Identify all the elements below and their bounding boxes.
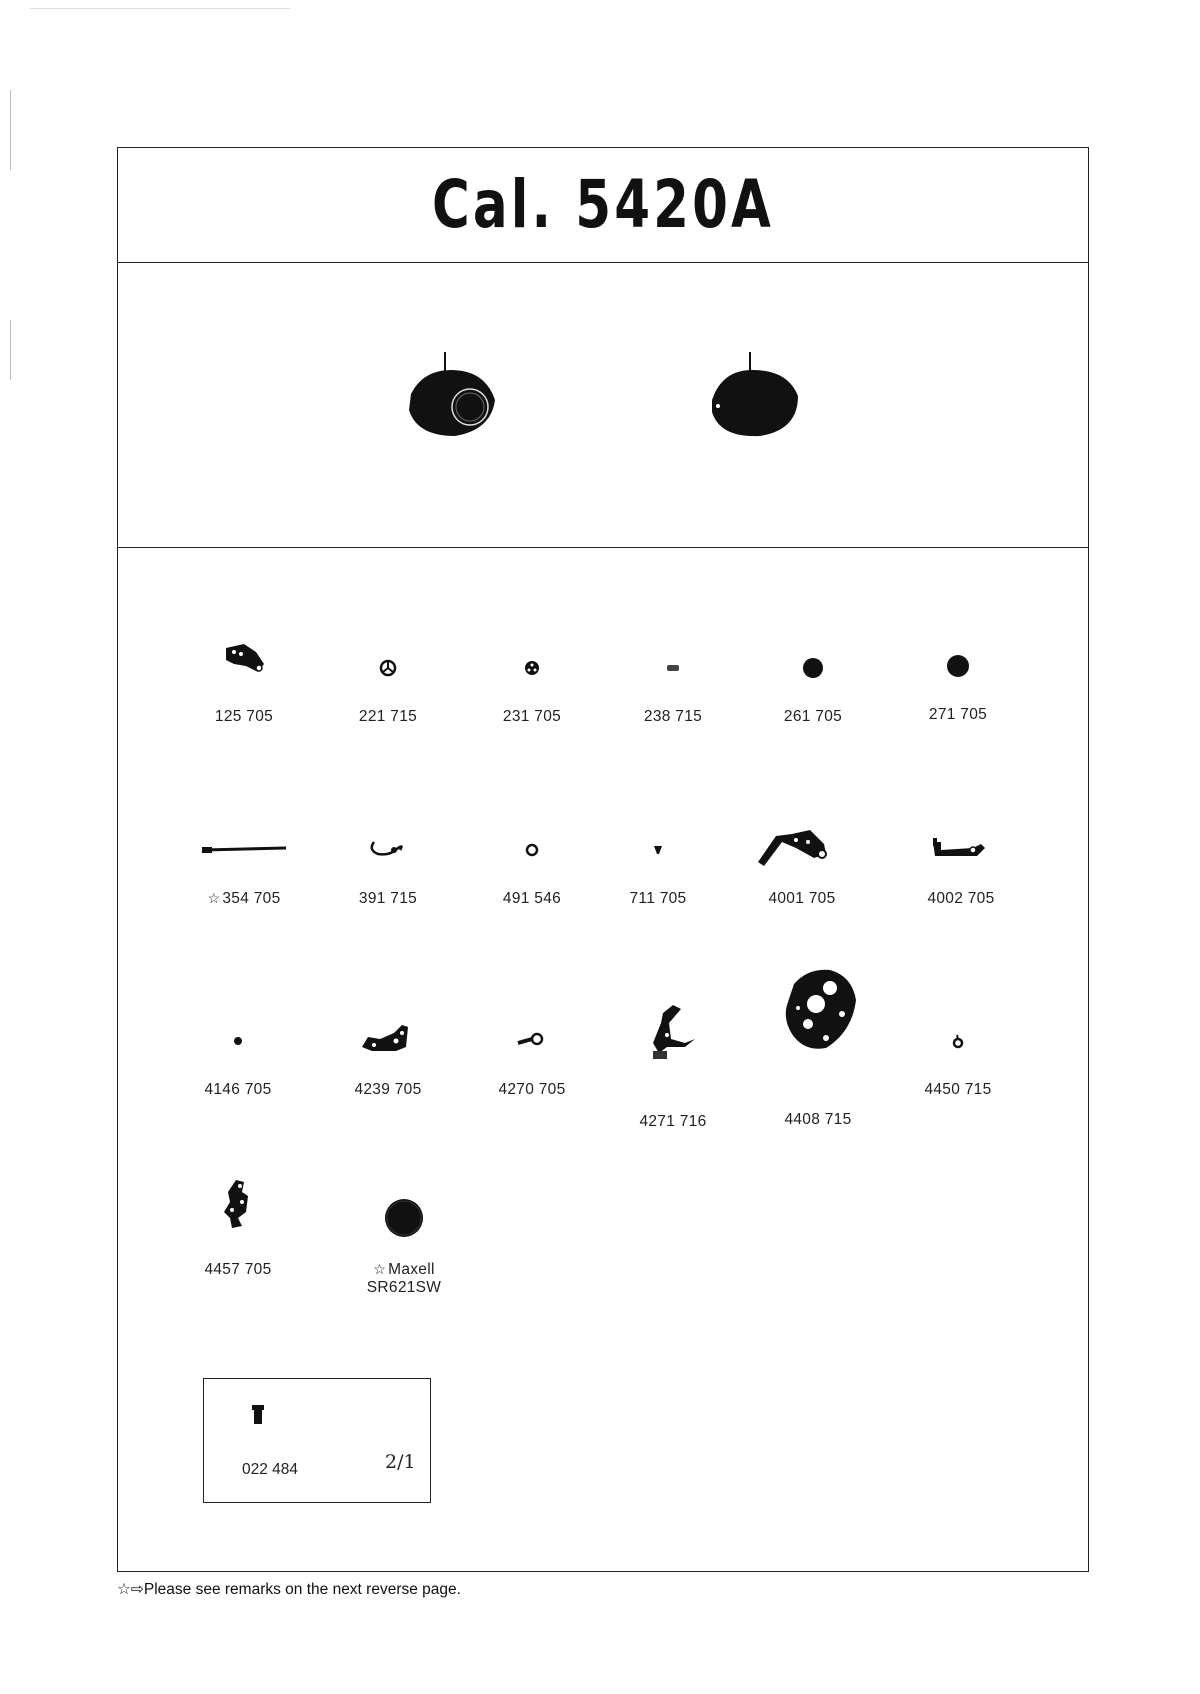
part-item — [174, 820, 314, 970]
bridge-part-icon — [188, 1168, 288, 1248]
ring-icon — [908, 1011, 1008, 1071]
part-number — [334, 1261, 474, 1297]
pinion-icon — [623, 638, 723, 698]
lever-icon — [623, 993, 723, 1073]
part-number: 391 715 — [358, 890, 418, 907]
part-item — [891, 820, 1031, 970]
part-item — [748, 948, 888, 1128]
part-item — [603, 993, 743, 1143]
parts-sheet-frame — [117, 147, 1089, 1572]
inset-box — [203, 1378, 431, 1503]
part-number: 4146 705 — [204, 1081, 272, 1098]
scan-speck — [30, 8, 290, 9]
movement-back-icon — [706, 352, 806, 462]
wheel-icon — [908, 636, 1008, 696]
part-item — [318, 1011, 458, 1161]
scan-speck — [10, 320, 11, 380]
star-icon: ☆ — [207, 890, 221, 906]
part-item — [334, 1188, 474, 1338]
part-number: 231 705 — [502, 708, 562, 725]
inset-scale: 2/1 — [385, 1451, 416, 1473]
part-item — [168, 1011, 308, 1161]
bridge-part-icon — [194, 638, 294, 698]
lever-icon — [482, 1011, 582, 1071]
part-number: 711 705 — [629, 890, 687, 907]
dot-icon — [188, 1011, 288, 1071]
battery-icon — [354, 1188, 454, 1248]
part-number — [174, 890, 314, 908]
part-number: 4450 715 — [924, 1081, 992, 1098]
part-item — [462, 638, 602, 788]
part-item — [462, 820, 602, 970]
stem-icon — [194, 820, 294, 880]
wheel-icon — [763, 638, 863, 698]
footer-marker: ☆⇨ — [117, 1581, 144, 1598]
screw-icon — [248, 1401, 268, 1431]
wheel-icon — [338, 638, 438, 698]
plate-icon — [768, 948, 868, 1068]
part-number: 4002 705 — [927, 890, 995, 907]
part-number: 271 705 — [928, 706, 988, 723]
part-number: 221 715 — [358, 708, 418, 725]
part-number: 4271 716 — [639, 1113, 707, 1130]
footer-text: Please see remarks on the next reverse page. — [143, 1581, 461, 1598]
part-item — [888, 636, 1028, 786]
part-number: 4408 715 — [784, 1111, 852, 1128]
part-item — [174, 638, 314, 788]
movement-views — [118, 262, 1088, 548]
spring-icon — [338, 820, 438, 880]
part-item — [318, 638, 458, 788]
part-number: 491 546 — [502, 890, 562, 907]
part-item — [603, 638, 743, 788]
movement-front-icon — [403, 352, 503, 462]
part-item — [318, 820, 458, 970]
part-number: 4001 705 — [768, 890, 836, 907]
scan-speck — [10, 90, 11, 170]
part-number: 261 705 — [783, 708, 843, 725]
part-number: 238 715 — [643, 708, 703, 725]
inset-part-number: 022 484 — [242, 1461, 299, 1478]
screw-icon — [608, 820, 708, 880]
part-number: 4270 705 — [498, 1081, 566, 1098]
wheel-icon — [482, 638, 582, 698]
page-title: Cal. 5420A — [432, 166, 774, 243]
part-number-text: 354 705 — [222, 890, 281, 907]
part-item — [462, 1011, 602, 1161]
part-number: 125 705 — [214, 708, 274, 725]
star-icon: ☆ — [373, 1261, 387, 1277]
footer-note — [117, 1580, 461, 1599]
title-band — [118, 148, 1088, 263]
part-item — [888, 1011, 1028, 1161]
lever-icon — [911, 820, 1011, 880]
ring-icon — [482, 820, 582, 880]
lever-icon — [338, 1011, 438, 1071]
part-item — [588, 820, 728, 970]
part-item — [743, 638, 883, 788]
part-number: 4239 705 — [354, 1081, 422, 1098]
lever-icon — [752, 820, 852, 880]
part-item — [168, 1168, 308, 1318]
part-number: 4457 705 — [204, 1261, 272, 1278]
part-number-text: Maxell SR621SW — [366, 1261, 442, 1296]
